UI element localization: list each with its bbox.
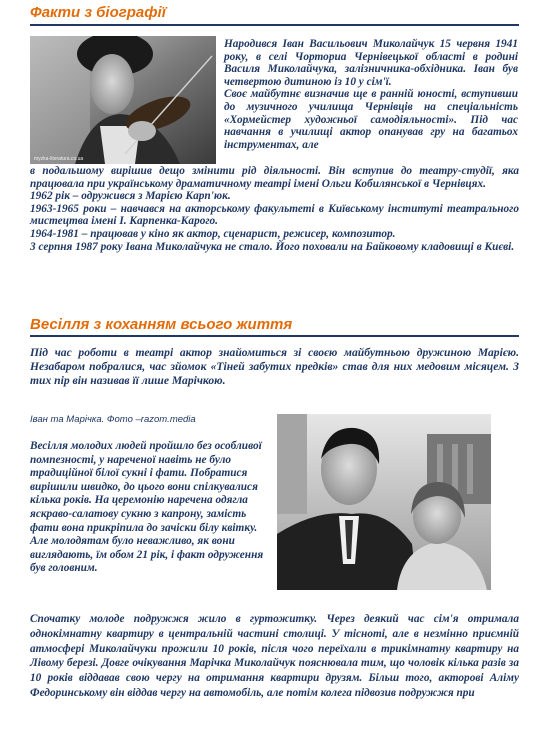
bio-paragraph: Народився Іван Васильович Миколайчук 15 червня 1941 року, в селі Чорториа Чернівецької області в родині Василя Миколайчука, залізничника-обхідника. Іван був четвертою дитиною із 10 у сім'ї. (224, 38, 518, 88)
bio-full-text (30, 165, 519, 253)
wedding-heading-rule (30, 335, 519, 337)
photo-watermark: myzka-literatura.co.ua (34, 156, 84, 162)
wedding-story: Весілля молодих людей пройшло без особливої помпезності, у нареченої навіть не було традиційної білої сукні і фати. Побратися вирішили швидко, до цього вони спілкувалися кілька років. На церемонію наречена одягла яскраво-салатову сукню з капрону, замість фати вона прикріпила до зачіски білу квітку. Але молодятам було неважливо, як вони виглядають, їм обом 21 рік, і факт одруження був головним. (30, 440, 264, 575)
couple-photo (277, 414, 491, 590)
bio-paragraph: 1962 рік – одружився з Марією Карп'юк. (30, 190, 231, 203)
bio-paragraph: Своє майбутнє визначив ще в ранній юності, вступивши до музичного училища Чернівців на спеціальність «Хормейстер художньої самодіяльності». Під час навчання в училищі актор опанував гру на багатьох інструментах, але (224, 88, 518, 151)
wedding-intro: Під час роботи в театрі актор знайомиться зі своєю майбутньою дружиною Марією. Незабаром побралися, час зйомок «Тіней забутих предків» став для них медовим місяцем. З тих пір він називав її лише Марічкою. (30, 346, 519, 387)
bio-heading: Факти з біографії (30, 4, 166, 21)
bio-side-text (224, 38, 518, 151)
bio-paragraph: 1963-1965 роки – навчався на акторському факультеті в Київському інституті театрального мистецтва імені І. Карпенка-Карого. (30, 202, 519, 228)
wedding-heading: Весілля з коханням всього життя (30, 316, 293, 333)
photo-caption: Іван та Марічка. Фото –razom.media (30, 414, 196, 425)
later-life-text: Спочатку молоде подружжя жило в гуртожитку. Через деякий час сім'я отримала однокімнатну квартиру в центральній частині столиці. У тісноті, але в незмінно приємній атмосфері Миколайчуки прожили 10 років, після чого переїхали в трикімнатну квартиру на Лівому березі. Довге очікування Марічка Миколайчук пояснювала тим, що чоловік кілька разів за 10 років віддавав свою чергу на отримання квартири друзям. Більш того, акторові Аліму Федоринському він віддав чергу на автомобіль, але потім колега підвозив подружжя при (30, 613, 519, 699)
violin-photo (30, 36, 216, 164)
bio-paragraph: 3 серпня 1987 року Івана Миколайчука не стало. Його поховали на Байковому кладовищі в Києві. (30, 240, 515, 253)
bio-heading-rule (30, 24, 519, 26)
bio-paragraph: 1964-1981 – працював у кіно як актор, сценарист, режисер, композитор. (30, 227, 396, 240)
bio-paragraph: в подальшому вирішив дещо змінити рід діяльності. Він вступив до театру-студії, яка працювала при українському драматичному театрі імені Ольги Кобилянської в Чернівцях. (30, 165, 519, 190)
